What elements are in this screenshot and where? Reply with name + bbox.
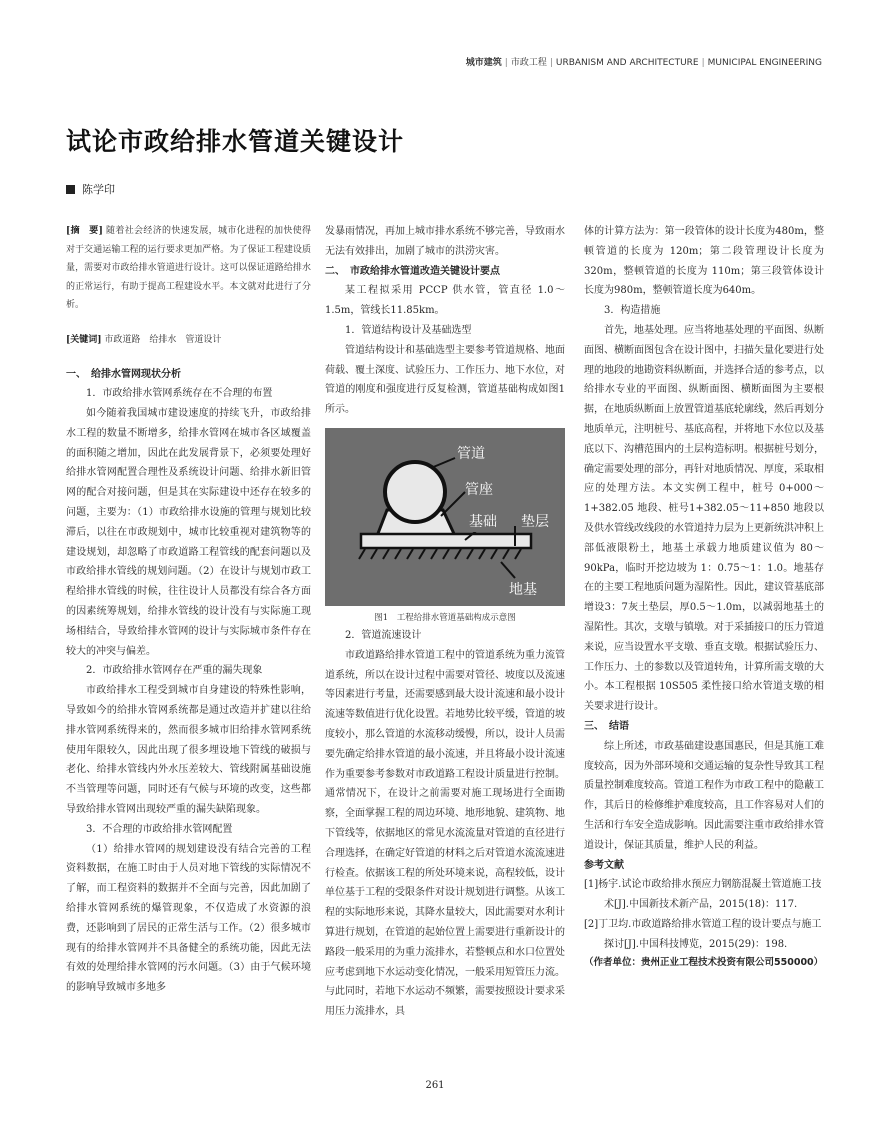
subsection-heading-2-1: 1．管道结构设计及基础选型 (345, 324, 472, 336)
subsection-heading-1-1: 1．市政给排水管网系统存在不合理的布置 (86, 388, 273, 400)
section-heading-1: 一、 给排水管网现状分析 (66, 368, 181, 380)
paragraph: 管道结构设计和基础选型主要参考管道规格、地面荷载、覆土深度、试验压力、工作压力、地下水位，对管道的刚度和强度进行反复检测，管道基础构成如图1所示。 (325, 344, 565, 416)
label-seat: 管座 (465, 481, 493, 498)
references-heading: 参考文献 (584, 859, 624, 871)
subsection-heading-1-3: 3．不合理的市政给排水管网配置 (86, 823, 233, 835)
abstract (66, 222, 311, 315)
label-base: 基础 (469, 513, 497, 530)
paragraph: 如今随着我国城市建设速度的持续飞升，市政给排水工程的数量不断增多，给排水管网在城市各区域覆盖的面积随之增加，因此在此发展背景下，必须要处理好给排水管网配置合理性及系统设计问题、给排水新旧管网的配合对接问题，但是其在实际建设中还存在较多的问题，主要为：（1）市政给排水设施的管理与规划比较滞后，以往在市政规划中，城市比较重视对建筑物等的建设规划，却忽略了市政道路工程管线的配套问题以及市政给排水管线的规划问题。（2）在设计与规划市政工程给排水管线的时候，往往设计人员都没有综合各方面的因素统筹规划，给排水管线的设计没有与实际施工现场相结合，导致给排水管网的设计与实际城市条件存在较大的冲突与偏差。 (66, 408, 311, 657)
author-line (66, 181, 115, 197)
paragraph: 首先，地基处理。应当将地基处理的平面图、纵断面图、横断面图包含在设计图中，扫描矢量化要进行处理的地段的地勘资料纵断面，并选择合适的参考点，以给排水专业的平面图、纵断面图、横断面图为主要根据，在地质纵断面上放置管道基底轮廓线，然后再划分地质单元，注明桩号、基底高程，并将地下水位以及基底以下、沟槽范围内的土层构造标明。根据桩号划分，确定需要处理的部分，再针对地质情况、厚度，采取相应的处理方法。本文实例工程中，桩号 0+000～ 1+382.05 地段、桩号1+382.05～11+850 地段以及供水管线改线段的水管道持力层为上更新统洪冲积上部低液限粉土，地基土承载力地质建议值为 80～90kPa，临时开挖边坡为 1：0.75～1：1.0。地基存在的主要工程地质问题为湿陷性。因此，建议管基底部增设3：7灰土垫层，厚0.5～1.0m，以减弱地基土的湿陷性。其次，支墩与镇墩。对于采插接口的压力管道来说，应当设置水平支墩、垂直支墩。根据试验压力、工作压力、土的参数以及管道转角，计算所需支墩的大小。本工程根据 10S505 柔性接口给水管道支墩的相关要求进行设计。 (584, 324, 824, 713)
subsection-heading-2-2: 2．管道流速设计 (345, 629, 422, 641)
keywords-label: [关键词] (66, 334, 102, 345)
keywords (66, 331, 311, 349)
subsection-heading-2-3: 3．构造措施 (604, 305, 661, 317)
article-title: 试论市政给排水管道关键设计 (66, 127, 405, 156)
reference-item: [2]丁卫均.市政道路给排水管道工程的设计要点与施工探讨[J].中国科技博览，2015(29)：198. (584, 918, 822, 950)
label-cushion: 垫层 (521, 513, 549, 530)
label-ground: 地基 (509, 581, 537, 598)
subsection-heading-1-2: 2．市政给排水管网存在严重的漏失现象 (86, 665, 263, 677)
paragraph: （1）给排水管网的规划建设没有结合完善的工程资料数据，在施工时由于人员对地下管线的实际情况不了解，而工程资料的数据并不全面与完善，因此加剧了给排水管网系统的爆管现象，不仅造成了水资源的浪费，还影响到了居民的正常生活与工作。（2）很多城市现有的给排水管网并不具备健全的系统功能，因此无法有效的处理给排水管网的污水问题。（3）由于气候环境的影响导致城市多地多 (66, 843, 311, 994)
column-2 (325, 222, 565, 1022)
keywords-text: 市政道路 给排水 管道设计 (104, 334, 222, 345)
paragraph: 综上所述，市政基础建设惠国惠民，但是其施工难度较高，因为外部环境和交通运输的复杂性导致其工程质量控制难度较高。管道工程作为市政工程中的隐蔽工作，其后日的检修维护难度较高，且工作容易对人们的生活和行车安全造成影响。因此需要注重市政给排水管道设计，保证其质量，维护人民的利益。 (584, 740, 824, 851)
reference-item: [1]杨宇.试论市政给排水预应力钢筋混凝土管道施工技术[J].中国新技术新产品，2015(18)：117. (584, 879, 822, 911)
paragraph: 发暴雨情况，再加上城市排水系统不够完善，导致雨水无法有效排出，加剧了城市的洪涝灾害。 (325, 226, 565, 257)
page-number: 261 (425, 1080, 445, 1091)
abstract-text: 随着社会经济的快速发展，城市化进程的加快使得对于交通运输工程的运行要求更加严格。为了保证工程建设质量，需要对市政给排水管道进行设计。这可以保证道路给排水的正常运行，有助于提高工程建设水平。本文就对此进行了分析。 (66, 226, 311, 310)
pipe-foundation-figure (325, 428, 565, 606)
pipe-circle (385, 462, 445, 522)
foundation-bar (361, 534, 531, 548)
section-heading-3: 三、 结语 (584, 720, 629, 732)
header-section-en: URBANISM AND ARCHITECTURE (555, 58, 699, 68)
paragraph: 体的计算方法为：第一段管体的设计长度为480m，整顿管道的长度为 120m；第二段管理设计长度为320m，整顿管道的长度为 110m；第三段管体设计长度为980m，整顿管道长度为640m。 (584, 226, 824, 297)
running-header: 城市建筑 | 市政工程 | URBANISM AND ARCHITECTURE | MUNICIPAL ENGINEERING (465, 58, 822, 68)
author-name: 陈学印 (82, 183, 115, 196)
header-subsection-en: MUNICIPAL ENGINEERING (707, 58, 822, 68)
section-heading-2: 二、 市政给排水管道改造关键设计要点 (325, 265, 500, 277)
pipe-foundation-diagram (325, 428, 565, 606)
paragraph: 市政道路给排水管道工程中的管道系统为重力流管道系统，所以在设计过程中需要对管径、坡度以及流速等因素进行考量，还需要感到最大设计流速和最小设计流速等数值进行优化设置。若地势比较平缓，管道的坡度较小，那么管道的水流移动缓慢，所以，设计人员需要先确定给排水管道的最小流速，并且将最小设计流速作为重要参考参数对市政道路工程设计质量进行控制。通常情况下，在设计之前需要对施工现场进行全面勘察，全面掌握工程的周边环境、地形地貌、建筑物、地下管线等，依据地区的常见水流流量对管道的直径进行合理选择，在确定好管道的材料之后对管道水流流速进行检查。依据该工程的所处环境来说，高程较低，设计单位基于工程的受限条件对设计规划进行调整。从该工程的实际地形来说，其降水量较大，因此需要对水利计算进行规划，在管道的起始位置上需要进行重新设计的路段一般采用的为重力流排水，若整顿点和水口位置处应考虑到地下水运动变化情况，一般采用短管压力流。与此同时，若地下水运动不频繁，需要按照设计要求采用压力流排水，具 (325, 649, 565, 1018)
header-section-cn: 城市建筑 (465, 58, 502, 68)
paragraph: 某工程拟采用 PCCP 供水管，管直径 1.0～1.5m，管线长11.85km。 (325, 285, 565, 317)
abstract-label: [摘 要] (66, 226, 103, 236)
figure-caption: 图1 工程给排水管道基础构成示意图 (374, 612, 516, 623)
paragraph: 市政给排水工程受到城市自身建设的特殊性影响，导致如今的给排水管网系统都是通过改造并扩建以往给排水管网系统得来的，然而很多城市旧给排水管网系统使用年限较久，因此出现了很多埋设地下管线的破损与老化、给排水管线内外水压差较大、管线附属基础设施不当管理等问题，同时还有气候与环境的改变，这些都导致给排水管网出现较严重的漏失缺陷现象。 (66, 685, 311, 816)
author-affiliation: （作者单位：贵州正业工程技术投资有限公司550000） (584, 957, 824, 969)
column-3 (584, 222, 824, 972)
header-subsection-cn: 市政工程 (510, 58, 547, 68)
label-pipe: 管道 (457, 445, 485, 462)
author-square-icon (66, 185, 75, 194)
column-1 (66, 222, 311, 998)
